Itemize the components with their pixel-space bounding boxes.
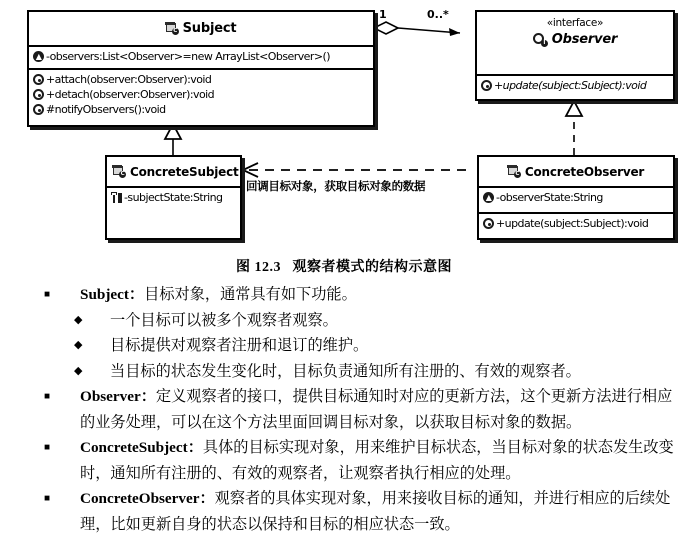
list-item [0,333,688,359]
field-text: -subjectState:String [124,191,223,204]
class-icon: C [113,166,126,178]
bullet-marker: ◆ [74,339,83,351]
bullet-marker: ◆ [74,364,83,377]
list-item [0,359,688,385]
class-header-subject [29,12,373,45]
class-name-subject: Subject [182,21,237,36]
bullet-marker: ■ [44,391,51,402]
bullet-marker: ■ [44,289,51,300]
list-item [0,282,688,308]
class-header-concrete-observer [479,157,673,186]
method-icon [481,80,492,91]
method-row [33,87,369,102]
fields-compartment-subject [29,45,373,68]
class-icon: C [508,166,521,178]
method-icon [483,218,494,229]
class-header-observer [477,12,673,74]
figure-caption: 图 12.3 观察者模式的结构示意图 [236,260,452,275]
term-label: ConcreteObserver： [80,490,215,507]
field-row [483,190,669,205]
class-box-concrete-subject[interactable] [105,155,242,240]
callback-dependency-edge [243,163,466,177]
methods-compartment-subject [29,68,373,125]
method-row [33,102,369,117]
field-row [111,190,236,205]
list-item [0,308,688,334]
item-text: 一个目标可以被多个观察者观察。 [110,311,338,329]
callback-note-label: 回调目标对象，获取目标对象的数据 [246,179,426,193]
method-text: #notifyObservers():void [46,103,166,116]
term-label: ConcreteSubject： [80,439,203,456]
class-header-concrete-subject [107,157,240,186]
field-row [33,49,369,64]
class-name-concrete-observer: ConcreteObserver [524,164,645,179]
class-box-concrete-observer[interactable] [477,155,675,240]
item-text: 当目标的状态发生变化时，目标负责通知所有注册的、有效的观察者。 [110,362,581,380]
list-item [0,384,688,435]
aggregation-edge [374,22,460,36]
multiplicity-label-target: 0..* [427,8,449,21]
method-text: +update(subject:Subject):void [494,79,647,92]
fields-compartment-concrete-subject [107,186,240,238]
generalization-edge-subject [165,124,181,155]
multiplicity-label-source: 1 [379,8,387,21]
uml-class-diagram [0,0,688,255]
bullet-marker: ◆ [74,313,83,326]
item-text: 观察者的具体实现对象，用来接收目标的通知，并进行相应的后续处理，比如更新自身的状态以保持和目标的相应状态一致。 [80,490,671,533]
method-text: +attach(observer:Observer):void [46,73,212,86]
method-icon [33,74,44,85]
class-name-observer: Observer [551,32,618,47]
interface-icon: I [533,33,548,47]
methods-compartment-concrete-observer [479,212,673,238]
methods-compartment-observer [477,74,673,99]
bullet-marker: ■ [44,493,51,504]
item-text: 目标对象，通常具有如下功能。 [144,286,357,303]
class-box-observer[interactable] [475,10,675,101]
list-item [0,435,688,486]
stereotype-label: «interface» [546,17,604,29]
class-icon: C [166,23,179,35]
class-name-concrete-subject: ConcreteSubject [130,164,239,179]
field-icon: ▲ [33,51,44,62]
term-label: Subject： [80,286,145,303]
realization-edge-observer [566,101,582,155]
list-item [0,486,688,537]
field-text: -observers:List<Observer>=new ArrayList<Observer>() [46,50,331,63]
method-text: +update(subject:Subject):void [496,217,649,230]
property-icon [111,192,122,204]
class-box-subject[interactable] [27,10,375,127]
field-icon: ▲ [483,192,494,203]
method-icon [33,89,44,100]
method-text: +detach(observer:Observer):void [46,88,215,101]
item-text: 具体的目标实现对象，用来维护目标状态，当目标对象的状态发生改变时，通知所有注册的、有效的观察者，让观察者执行相应的处理。 [80,439,674,482]
item-text: 定义观察者的接口，提供目标通知时对应的更新方法，这个更新方法进行相应的业务处理，可以在这个方法里面回调目标对象，以获取目标对象的数据。 [80,388,673,431]
body-text [0,282,688,537]
fields-compartment-concrete-observer [479,186,673,212]
bullet-marker: ■ [44,442,51,453]
method-row [33,72,369,87]
term-label: Observer： [80,388,156,405]
method-row [483,216,669,231]
method-row [481,78,669,93]
field-text: -observerState:String [496,191,603,204]
method-icon [33,104,44,115]
item-text: 目标提供对观察者注册和退订的维护。 [110,337,369,354]
